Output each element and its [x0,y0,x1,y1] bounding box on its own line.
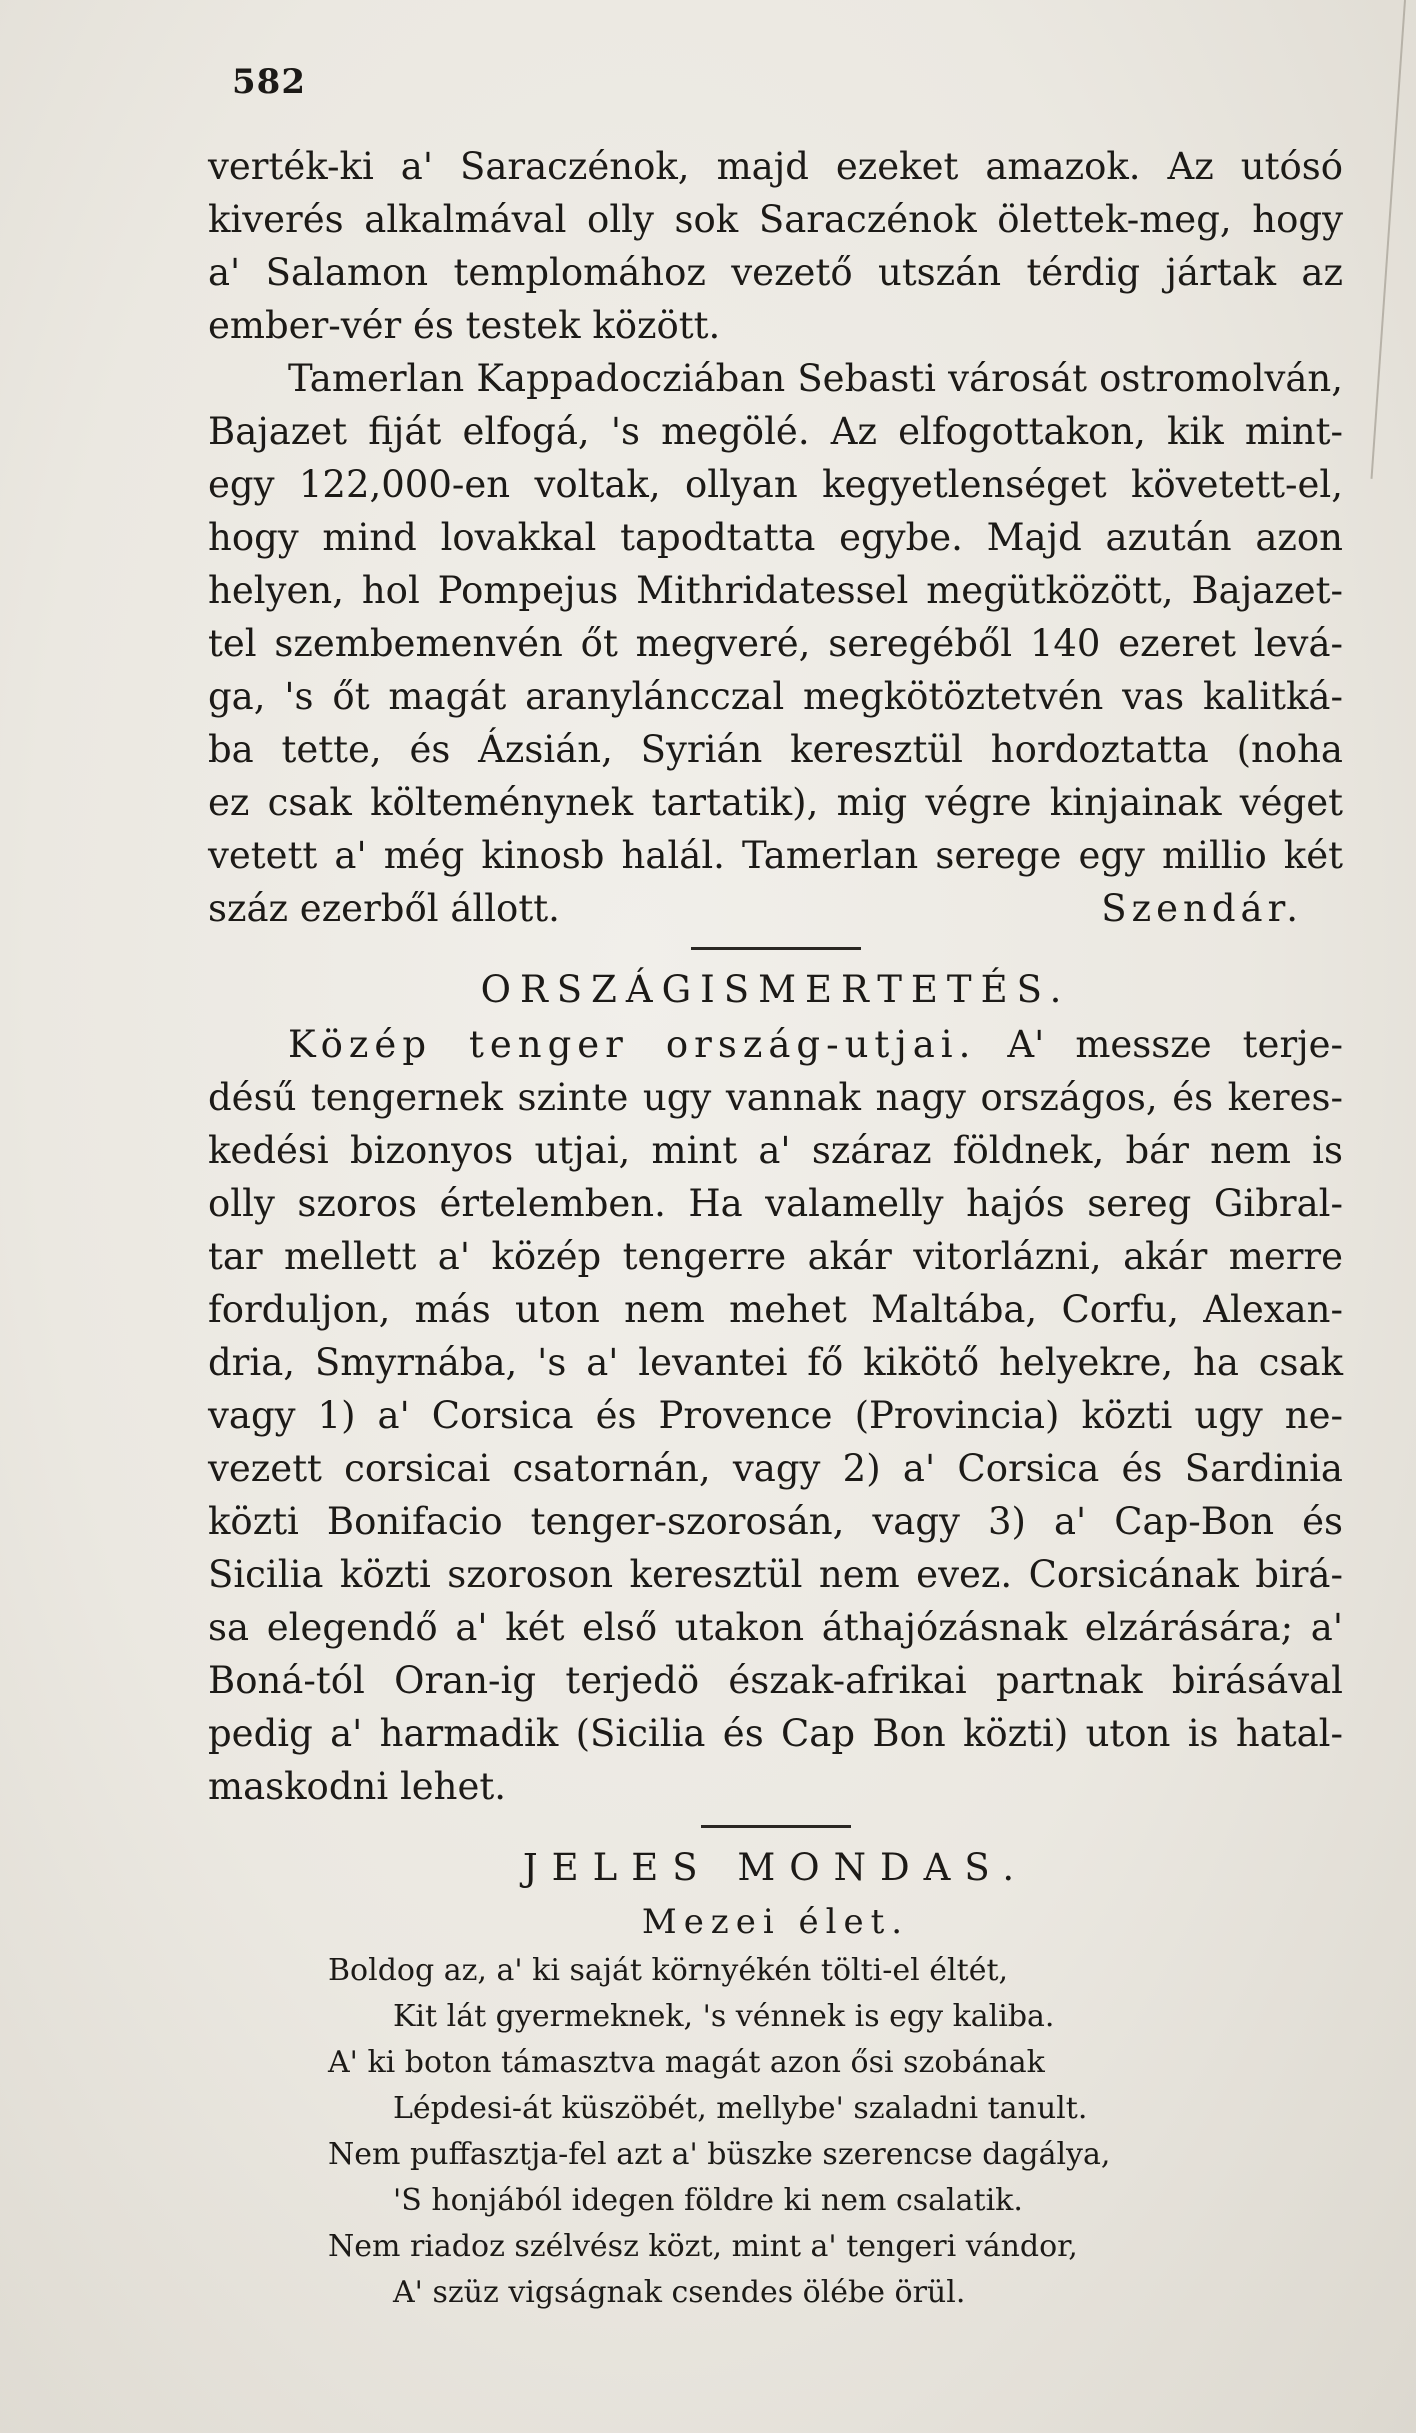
text-line: tel szembemenvén őt megveré, seregéből 140 ezeret levá- [208,622,1343,665]
verse-line: Nem puffasztja-fel azt a' büszke szerencse dagálya, [328,2137,1111,2172]
text-line: ember-vér és testek között. [208,304,721,347]
text-line: désű tengernek szinte ugy vannak nagy országos, és keres- [208,1076,1343,1119]
section-divider [691,947,861,950]
text-line-lead [208,1018,1343,1071]
text-line: dria, Smyrnába, 's a' levantei fő kikötő helyekre, ha csak [208,1341,1343,1384]
verse-line: 'S honjából idegen földre ki nem csalatik. [393,2183,1023,2218]
text-line: közti Bonifacio tenger-szorosán, vagy 3) a' Cap-Bon és [208,1500,1343,1543]
text-line: forduljon, más uton nem mehet Maltába, Corfu, Alexan- [208,1288,1343,1331]
text-line: ba tette, és Ázsián, Syrián keresztül hordoztatta (noha [208,728,1343,771]
section-divider [701,1825,851,1828]
verse-line: Nem riadoz szélvész közt, mint a' tengeri vándor, [328,2229,1078,2264]
text-line: helyen, hol Pompejus Mithridatessel megütközött, Bajazet- [208,569,1343,612]
text-line: maskodni lehet. [208,1765,507,1808]
paragraph-1 [208,140,1343,352]
verse-line: A' ki boton támasztva magát azon ősi szobának [328,2045,1045,2080]
page-number: 582 [232,62,306,102]
text-line: ez csak költeménynek tartatik), mig végre kinjainak véget [208,781,1343,824]
text-line: vezett corsicai csatornán, vagy 2) a' Corsica és Sardinia [208,1447,1343,1490]
text-line: kiverés alkalmával olly sok Saraczénok ölettek-meg, hogy [208,198,1343,241]
text-column [208,140,1343,2316]
text-line: verték-ki a' Saraczénok, majd ezeket amazok. Az utósó [208,145,1343,188]
text-line: a' Salamon templomához vezető utszán térdig jártak az [208,251,1343,294]
verse-line: Kit lát gyermeknek, 's vénnek is egy kaliba. [393,1999,1055,2034]
text-line: hogy mind lovakkal tapodtatta egybe. Majd azután azon [208,516,1343,559]
text-line: Sicilia közti szoroson keresztül nem evez. Corsicának birá- [208,1553,1343,1596]
text-line: egy 122,000-en voltak, ollyan kegyetlenséget követett-el, [208,463,1343,506]
section-heading: ORSZÁGISMERTETÉS. [480,968,1071,1011]
page-edge-mark [1371,0,1406,479]
section-orszagismertetes [208,962,1343,1813]
text-line: ga, 's őt magát aranyláncczal megkötöztetvén vas kalitká- [208,675,1343,718]
section-heading: JELES MONDAS. [522,1846,1029,1889]
text-line: Tamerlan Kappadocziában Sebasti városát ostromolván, [288,357,1343,400]
text-line: Boná-tól Oran-ig terjedö észak-afrikai partnak birásával [208,1659,1343,1702]
signature-line [208,882,1343,935]
poem-title: Mezei élet. [641,1902,910,1942]
verse-line: Boldog az, a' ki saját környékén tölti-el éltét, [328,1953,1009,1988]
text-line: Bajazet fiját elfogá, 's megölé. Az elfogottakon, kik mint- [208,410,1343,453]
text-line: vetett a' még kinosb halál. Tamerlan serege egy millio két [208,834,1343,877]
closing-text: száz ezerből állott. [208,887,560,930]
text-line: olly szoros értelemben. Ha valamelly hajós sereg Gibral- [208,1182,1343,1225]
author-signature: Szendár. [1101,887,1303,930]
verse-line: A' szüz vigságnak csendes ölébe örül. [393,2275,966,2310]
verse-line: Lépdesi-át küszöbét, mellybe' szaladni tanult. [393,2091,1088,2126]
text-line: tar mellett a' közép tengerre akár vitorlázni, akár merre [208,1235,1343,1278]
paragraph-2 [208,352,1343,935]
lead-text: A' messze terje- [1007,1023,1343,1066]
text-line: vagy 1) a' Corsica és Provence (Provincia) közti ugy ne- [208,1394,1343,1437]
text-line: pedig a' harmadik (Sicilia és Cap Bon közti) uton is hatal- [208,1712,1343,1755]
text-line: kedési bizonyos utjai, mint a' száraz földnek, bár nem is [208,1129,1343,1172]
section-jeles-mondas [208,1840,1343,2316]
text-line: sa elegendő a' két első utakon áthajózásnak elzárására; a' [208,1606,1343,1649]
lead-title: Közép tenger ország-utjai. [288,1023,977,1066]
